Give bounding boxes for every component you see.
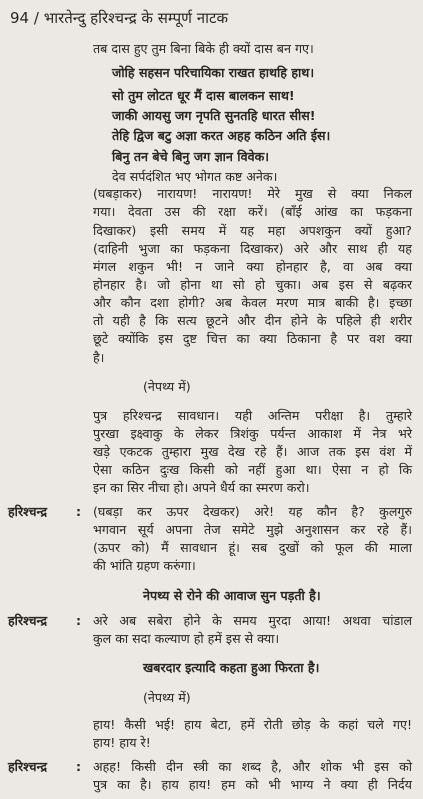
- prose-line: गया। देवता उस की रक्षा करें। (बाँई आंख का फड़कना: [93, 204, 412, 219]
- speech-line: (घबड़ा कर ऊपर देखकर) अरे! यह कौन है? कुलगुरु: [93, 504, 412, 519]
- prose-line: ऐसा कठिन दुःख किसी को नहीं हुआ था। ऐसा न हो कि: [93, 462, 412, 477]
- prose-line: तो यही है कि सत्य छूटने और दीन होने के पहिले ही शरीर: [93, 313, 412, 328]
- verse-line: जाकी आयसु जग नृपति सुनतहि धारत सीस!: [112, 108, 316, 123]
- speaker-name: हरिश्चन्द्र: [8, 613, 48, 628]
- speaker-colon: :: [76, 504, 82, 519]
- speaker-colon: :: [76, 759, 82, 774]
- prose-line: (घबड़ाकर) नारायण! नारायण! मेरे मुख से क्या निकल: [93, 186, 412, 201]
- prose-line: पुरखा इक्ष्वाकु के लेकर त्रिशंकु पर्यन्त आकाश में नेत्र भरे: [93, 426, 412, 441]
- stage-direction: (नेपथ्य में): [143, 379, 191, 394]
- prose-line: हाय! कैसी भई! हाय बेटा, हमें रोती छोड़ के कहां चले गए!: [93, 717, 412, 732]
- speaker-colon: :: [76, 613, 82, 628]
- verse-line: बिनु तन बेचे बिनु जग ज्ञान विवेक।: [112, 149, 270, 164]
- speech-line: अरे अब सबेरा होने के समय मुरदा आया! अथवा चांडाल: [93, 613, 412, 628]
- speaker-name: हरिश्चन्द्र: [8, 759, 48, 774]
- speaker-name: हरिश्चन्द्र: [8, 504, 48, 519]
- speech-line: (ऊपर को) मैं सावधान हूं। सब दुखों को फूल की माला: [93, 540, 412, 555]
- prose-line: और कौन दशा होगी? अब केवल मरण मात्र बाकी है। इच्छा: [93, 295, 412, 310]
- page-number: 94: [10, 9, 30, 27]
- stage-direction: खबरदार इत्यादि कहता हुआ फिरता है।: [143, 660, 320, 675]
- verse-line: तेहि द्विज बटु अज्ञा करत अहह कठिन अति ईस।: [112, 128, 331, 143]
- running-title: / भारतेन्दु हरिश्चन्द्र के सम्पूर्ण नाटक: [33, 9, 229, 27]
- speech-line: कुल का सदा कल्याण हो हमें इस से क्या।: [93, 631, 280, 646]
- prose-line: है।: [93, 350, 105, 365]
- prose-line: हाय! हाय रे!: [93, 735, 151, 750]
- verse-line: जोहि सहसन परिचायिका राखत हाथहि हाथ।: [112, 65, 315, 80]
- prose-line: दिखाकर) इसी समय में यह महा अपशकुन क्यों हुआ?: [93, 223, 412, 238]
- verse-line: देव सर्पदंशित भए भोगत कष्ट अनेक।: [112, 169, 278, 184]
- page-header: [10, 8, 228, 28]
- stage-direction: (नेपथ्य में): [143, 690, 191, 705]
- prose-line: पुत्र हरिश्चन्द्र सावधान। यही अन्तिम परीक्षा है। तुम्हारे: [93, 408, 412, 423]
- prose-line: खड़े एकटक तुम्हारा मुख देख रहे हैं। आज तक इस वंश में: [93, 444, 412, 459]
- prose-line: इन का सिर नीचा हो। अपने धैर्य का स्मरण करो।: [93, 480, 310, 495]
- speech-line: पुत्र का है। हाय हाय! हम को भी भाग्य ने क्या ही निर्दय: [93, 777, 412, 792]
- prose-line: छूटे क्योंकि इस दुष्ट चित्त का क्या ठिकाना है पर वश क्या: [93, 331, 412, 346]
- verse-line: तब दास हुए तुम बिना बिके ही क्यों दास बन गए।: [93, 41, 314, 56]
- speech-line: अहह! किसी दीन स्त्री का शब्द है, और शोक भी इस को: [93, 759, 412, 774]
- speech-line: भगवान सूर्य अपना तेज समेटे मुझे अनुशासन कर रहे हैं।: [93, 522, 412, 537]
- verse-line: सो तुम लोटत धूर मैं दास बालकन साथ!: [112, 88, 295, 103]
- prose-line: (दाहिनी भुजा का फड़कना दिखाकर) अरे और साथ ही यह: [93, 241, 412, 256]
- stage-direction: नेपथ्य से रोने की आवाज सुन पड़ती है।: [143, 588, 321, 603]
- prose-line: मंगल शकुन भी! न जाने क्या होनहार है, वा अब क्या: [93, 259, 412, 274]
- speech-line: की भांति ग्रहण करुंगा।: [93, 558, 196, 573]
- prose-line: होनहार है। जो होना था सो हो चुका। अब इस से बढ़कर: [93, 277, 412, 292]
